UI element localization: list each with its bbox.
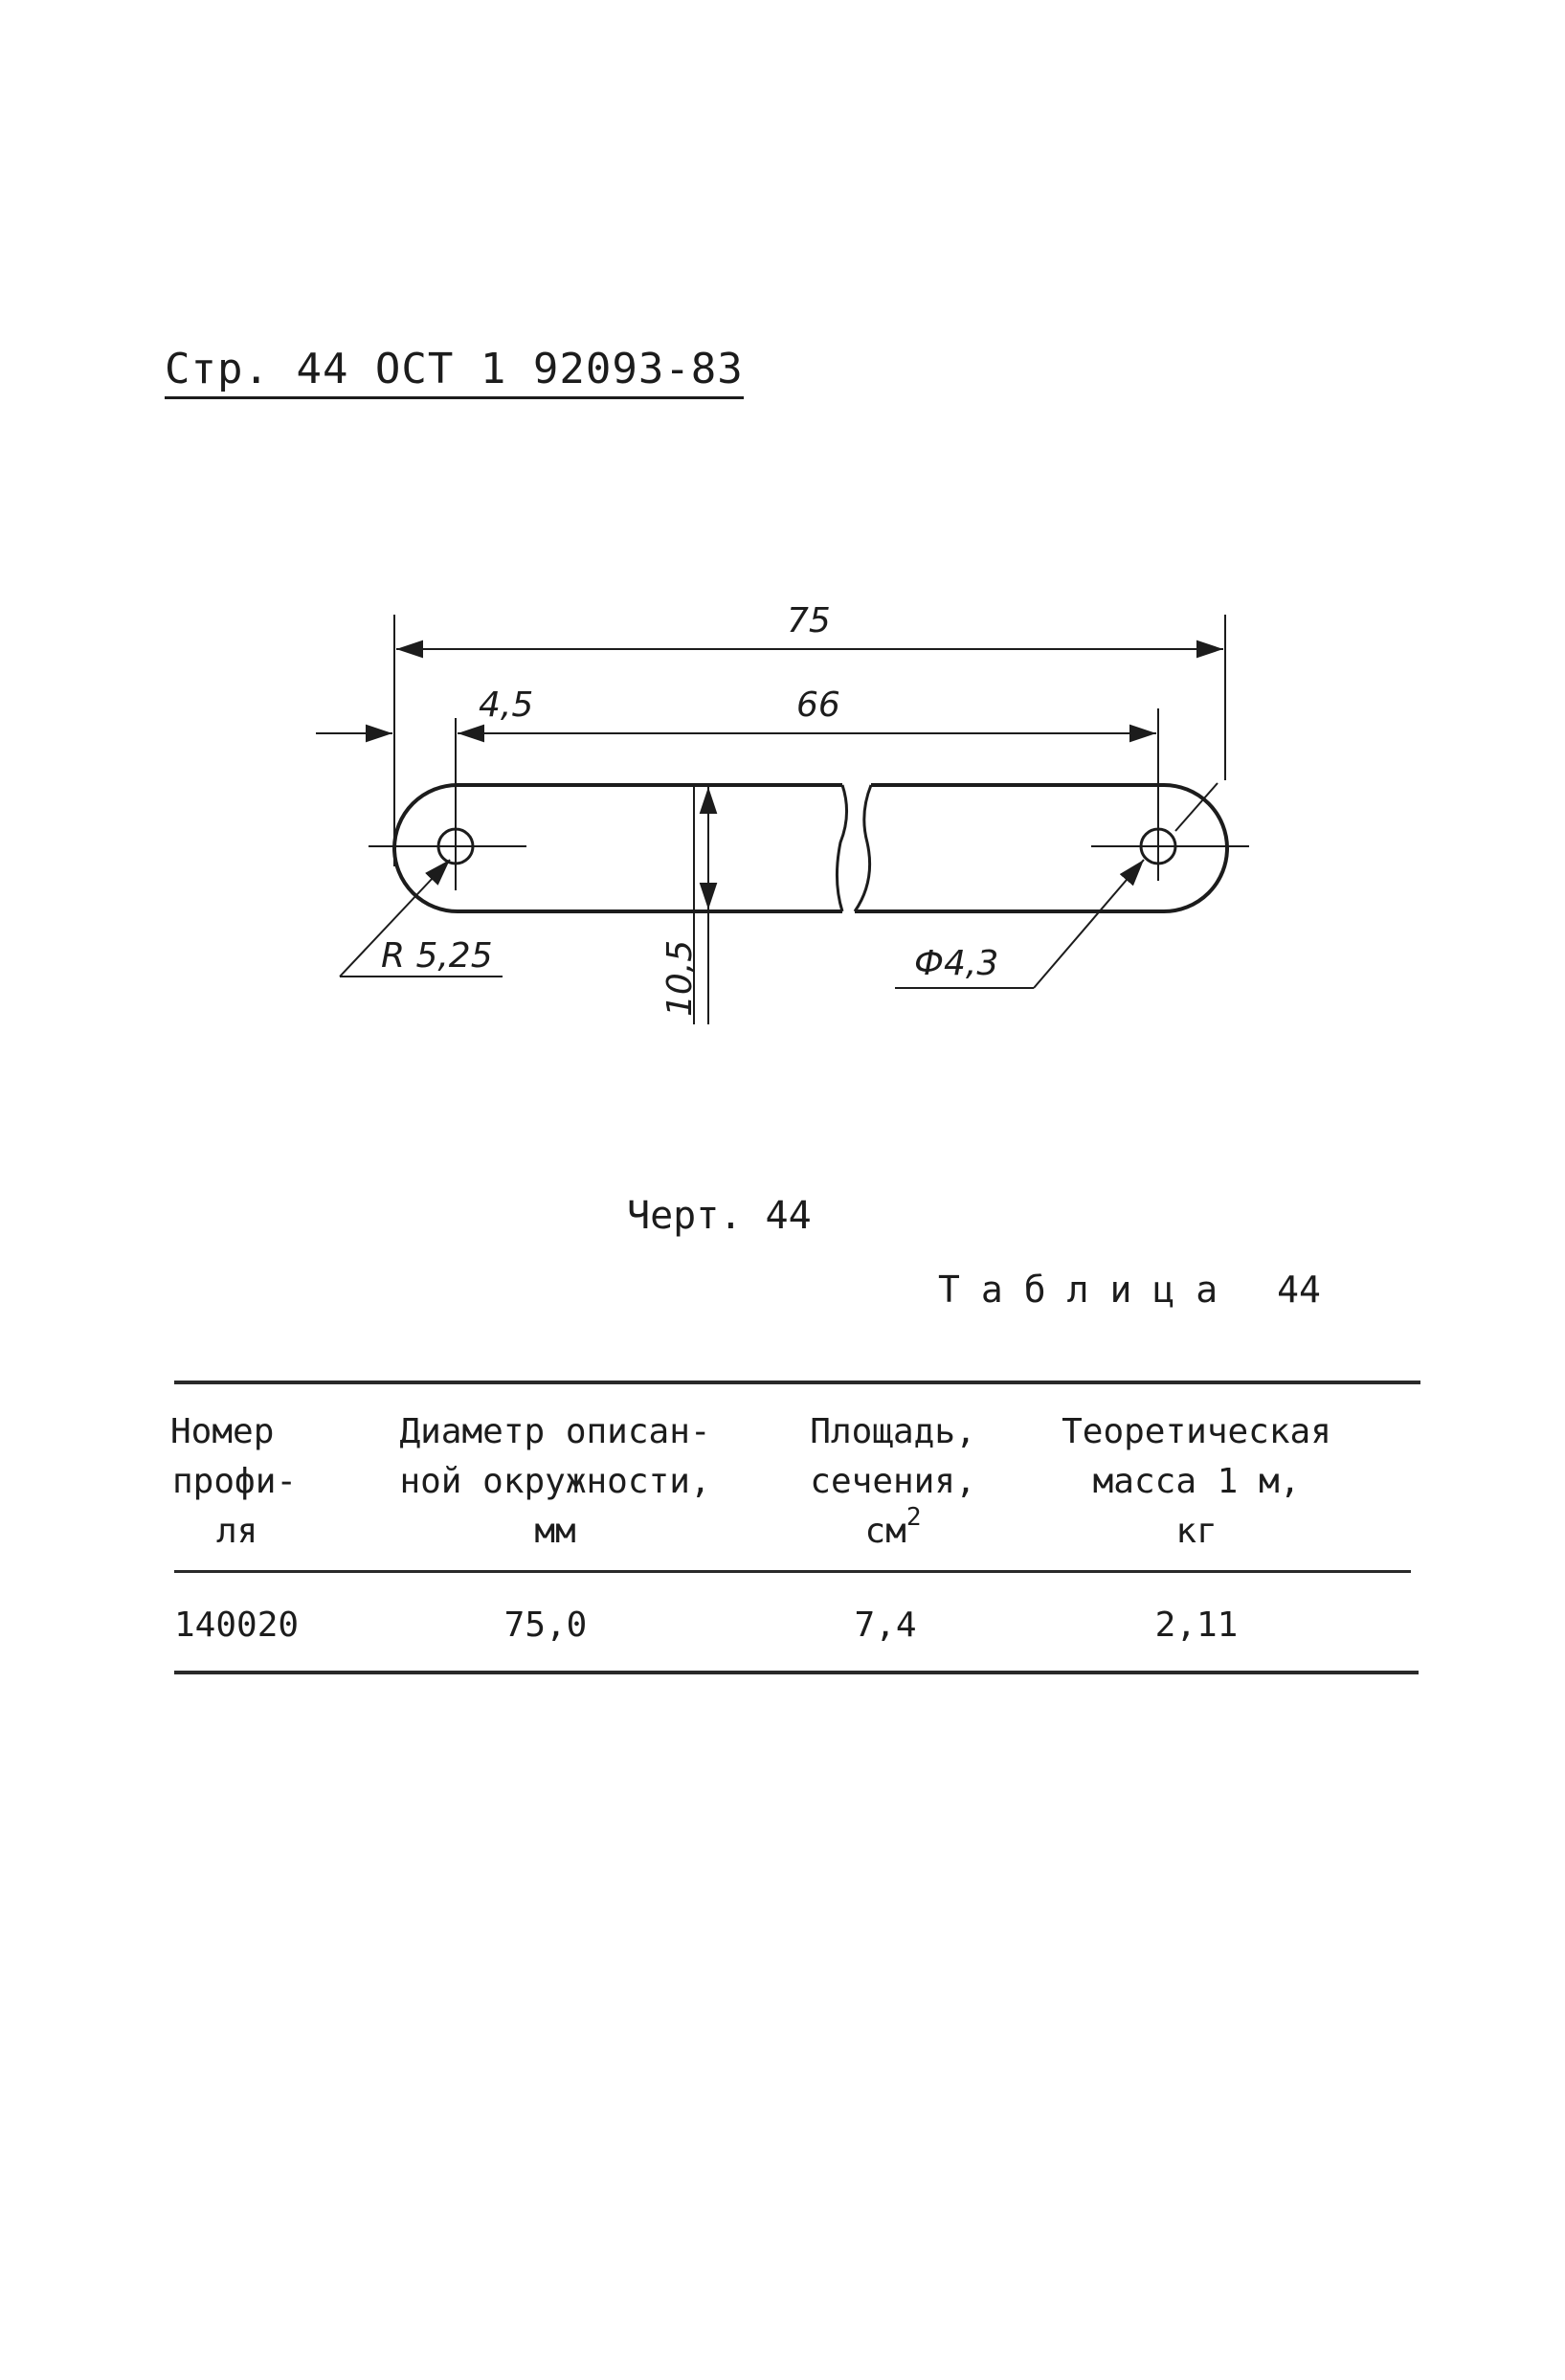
cell-circumscribed-diameter: 75,0 [503,1605,588,1645]
table-top-rule [174,1381,1420,1384]
header-profile-number: Номер профи- ля [170,1412,298,1551]
dim-height: 10,5 [660,939,700,1017]
dim-hole-diameter: Ф4,3 [914,944,999,983]
table-header-rule [174,1570,1411,1573]
table-title [938,1269,1321,1311]
profile-outline [394,785,1227,911]
table-bottom-rule [174,1671,1419,1674]
cell-section-area: 7,4 [854,1605,917,1645]
extension-lines [394,615,1225,1024]
dim-radius: R 5,25 [381,936,493,976]
table-title-word: Таблица [938,1269,1240,1311]
cell-profile-number: 140020 [174,1605,300,1645]
cell-mass-per-meter: 2,11 [1154,1605,1239,1645]
header-section-area: Площадь, сечения, $см^2$ [810,1412,976,1551]
center-lines [369,708,1249,890]
page-header: Стр. 44 ОСТ 1 92093-83 [165,347,744,399]
dim-overall-length: 75 [787,601,831,640]
header-theoretical-mass: Теоретическая масса 1 м, кг [1062,1412,1331,1551]
header-circumscribed-diameter: Диаметр описан- ной окружности, мм [399,1412,711,1551]
mounting-holes [438,829,1175,864]
profile-drawing [0,574,1565,1053]
table-title-number: 44 [1277,1269,1321,1311]
dim-edge-offset: 4,5 [479,685,534,725]
dim-hole-spacing: 66 [796,685,840,725]
figure-caption: Черт. 44 [627,1194,812,1238]
